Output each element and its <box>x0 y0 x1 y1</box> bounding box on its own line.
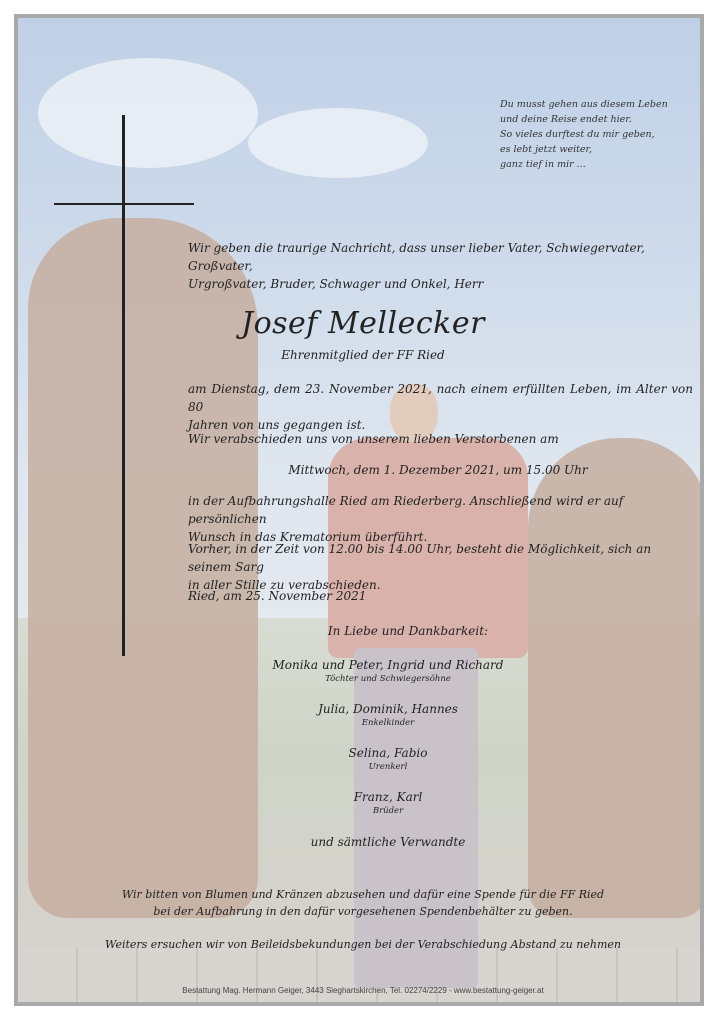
mourner-group <box>208 788 568 817</box>
intro-line: Wir geben die traurige Nachricht, dass unser lieber Vater, Schwiegervater, Großvater, <box>188 241 645 273</box>
footer: Bestattung Mag. Hermann Geiger, 3443 Sieghartskirchen, Tel. 02274/2229 - www.bestattung-geiger.at <box>182 986 544 995</box>
relatives-line: und sämtliche Verwandte <box>310 835 466 849</box>
mourner-group <box>208 744 568 773</box>
parte-frame <box>14 14 704 1006</box>
poem <box>500 97 700 172</box>
mourner-relation: Töchter und Schwiegersöhne <box>325 674 451 684</box>
poem-line: Du musst gehen aus diesem Leben <box>500 99 668 110</box>
viewing-text <box>188 540 693 594</box>
viewing-line: Vorher, in der Zeit von 12.00 bis 14.00 Uhr, besteht die Möglichkeit, sich an seinem Sarg <box>188 542 652 574</box>
mourner-relation: Brüder <box>372 806 404 816</box>
cross-bar <box>54 203 194 205</box>
viewing-line: in aller Stille zu verabschieden. <box>188 578 381 592</box>
request-line: bei der Aufbahrung in den dafür vorgesehenen Spendenbehälter zu geben. <box>153 905 573 918</box>
place-date: Ried, am 25. November 2021 <box>188 589 367 603</box>
request-line: Wir bitten von Blumen und Kränzen abzusehen und dafür eine Spende für die FF Ried <box>121 888 605 901</box>
mourner-relation: Enkelkinder <box>361 718 415 728</box>
mourner-group <box>208 656 568 685</box>
mourner-names: Selina, Fabio <box>348 746 428 760</box>
condolence-text: Weiters ersuchen wir von Beileidsbekundungen bei der Verabschiedung Abstand zu nehmen <box>105 938 621 951</box>
location-line: in der Aufbahrungshalle Ried am Riederberg. Anschließend wird er auf persönlichen <box>188 494 624 526</box>
intro-text <box>188 239 688 293</box>
death-line: Jahren von uns gegangen ist. <box>188 418 366 432</box>
poem-line: es lebt jetzt weiter, <box>500 144 593 155</box>
poem-line: So vieles durftest du mir geben, <box>500 129 655 140</box>
mourner-names: Franz, Karl <box>353 790 423 804</box>
death-text <box>188 380 693 434</box>
location-line: Wunsch in das Krematorium überführt. <box>188 530 428 544</box>
mourner-names: Julia, Dominik, Hannes <box>318 702 458 716</box>
content <box>18 18 700 1002</box>
location-text <box>188 492 693 546</box>
death-line: am Dienstag, dem 23. November 2021, nach einem erfüllten Leben, im Alter von 80 <box>188 382 693 414</box>
deceased-title: Ehrenmitglied der FF Ried <box>281 348 445 362</box>
deceased-name: Josef Mellecker <box>241 306 485 341</box>
mourner-names: Monika und Peter, Ingrid und Richard <box>272 658 504 672</box>
poem-line: und deine Reise endet hier. <box>500 114 632 125</box>
mourner-relation: Urenkerl <box>368 762 408 772</box>
request-text <box>78 886 648 920</box>
farewell-date: Mittwoch, dem 1. Dezember 2021, um 15.00 Uhr <box>288 463 588 477</box>
cross-icon <box>122 115 125 656</box>
poem-line: ganz tief in mir ... <box>500 159 586 170</box>
farewell-intro: Wir verabschieden uns von unserem lieben Verstorbenen am <box>188 432 559 446</box>
love-line: In Liebe und Dankbarkeit: <box>327 624 489 638</box>
mourner-group <box>208 700 568 729</box>
intro-line: Urgroßvater, Bruder, Schwager und Onkel, Herr <box>188 277 484 291</box>
